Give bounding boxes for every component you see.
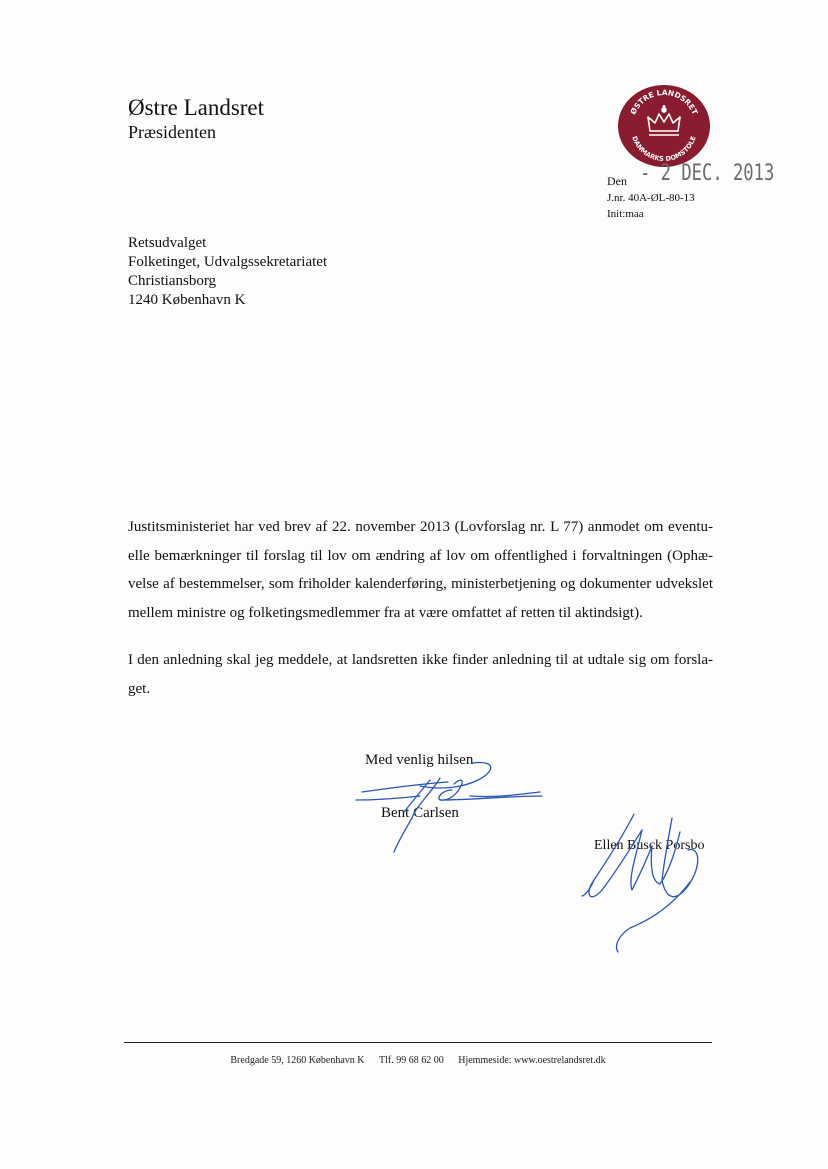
footer bbox=[124, 1055, 712, 1066]
footer-divider bbox=[124, 1042, 712, 1043]
initials: Init:maa bbox=[607, 208, 644, 220]
recipient-line: Folketinget, Udvalgssekretariatet bbox=[128, 254, 328, 270]
paragraph-line: elle bemærkninger til forslag til lov om ændring af lov om offentlighed i forvaltningen (Ophæ- bbox=[128, 547, 713, 564]
footer-website: Hjemmeside: www.oestrelandsret.dk bbox=[458, 1055, 606, 1066]
paragraph-line: velse af bestemmelser, som friholder kalenderføring, ministerbetjening og dokumenter udvekslet bbox=[128, 576, 713, 592]
paragraph-line: mellem ministre og folketingsmedlemmer fra at være omfattet af retten til aktindsigt). bbox=[128, 604, 643, 621]
seal-top-text: ØSTRE LANDSRET bbox=[628, 87, 700, 116]
signer-name-1: Bent Carlsen bbox=[381, 805, 459, 821]
closing-greeting: Med venlig hilsen bbox=[365, 752, 474, 768]
footer-phone: Tlf. 99 68 62 00 bbox=[379, 1055, 444, 1066]
recipient-line: 1240 København K bbox=[128, 292, 246, 308]
paragraph-line: Justitsministeriet har ved brev af 22. november 2013 (Lovforslag nr. L 77) anmodet om eventu- bbox=[128, 519, 713, 535]
court-subtitle: Præsidenten bbox=[128, 122, 216, 142]
recipient-line: Retsudvalget bbox=[128, 235, 207, 251]
body-paragraph-2 bbox=[128, 646, 713, 703]
court-name: Østre Landsret bbox=[128, 95, 265, 120]
seal-bottom-text: DANMARKS DOMSTOLE bbox=[630, 135, 698, 164]
court-seal-logo bbox=[617, 84, 711, 168]
footer-address: Bredgade 59, 1260 København K bbox=[230, 1055, 365, 1066]
signer-name-2: Ellen Busck Porsbo bbox=[594, 838, 705, 853]
date-label: Den bbox=[607, 174, 627, 188]
recipient-line: Christiansborg bbox=[128, 273, 217, 289]
journal-number: J.nr. 40A-ØL-80-13 bbox=[607, 192, 695, 204]
signature-ellen-busck-porsbo bbox=[582, 814, 698, 952]
body-paragraph-1 bbox=[128, 513, 713, 627]
paragraph-line: I den anledning skal jeg meddele, at landsretten ikke finder anledning til at udtale sig om forsla- bbox=[128, 652, 713, 668]
paragraph-line: get. bbox=[128, 680, 151, 697]
date-stamp: - 2 DEC. 2013 bbox=[640, 161, 775, 186]
